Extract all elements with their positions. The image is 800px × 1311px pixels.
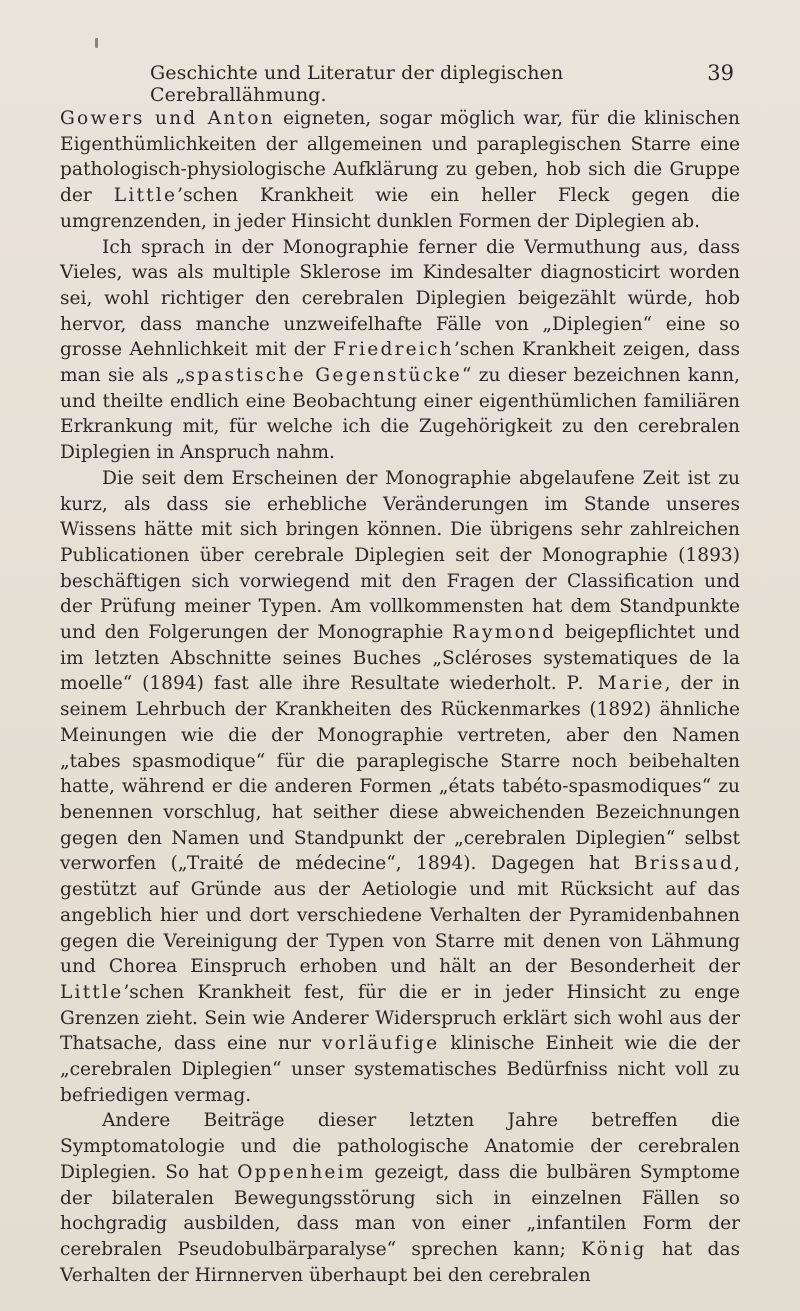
text-run: Andere Beiträge dieser letzten Jahre betreffen die Symptomatologie und die pathologische Anatomie der cerebralen Diplegien. So hat [60, 1110, 740, 1183]
text-run: , gestützt auf Gründe aus der Aetiologie und mit Rücksicht auf das angeblich hier und dort verschiedene Verhalten der Pyramidenbahnen gegen die Vereinigung der Typen von Starre mit denen von Lähmung und Chorea Einspruch erhoben und hält an der Besonderheit der [60, 853, 740, 978]
text-run: ’schen Krankheit zeigen, dass man sie als „ [60, 339, 740, 387]
paragraph-4 [60, 1108, 740, 1288]
author-name: Little [60, 981, 124, 1003]
text-run: gezeigt, dass die bulbären Symptome der bilateralen Bewegungsstörung sich in einzelnen Fällen so hochgradig ausbilden, dass man von einer „infantilen Form der cerebralen Pseudobulbärparalyse“ sprechen kann; [60, 1161, 740, 1260]
text-run: klinische Einheit wie die der „cerebralen Diplegien“ unser systematisches Bedürfniss nicht voll zu befriedigen vermag. [60, 1033, 740, 1106]
emphasis-term: vorläufige [321, 1033, 440, 1055]
text-run: hat das Verhalten der Hirnnerven überhaupt bei den cerebralen [60, 1238, 740, 1286]
paragraph-3 [60, 466, 740, 1109]
text-run: ’schen Krankheit wie ein heller Fleck gegen die umgrenzenden, in jeder Hinsicht dunklen Formen der Diplegien ab. [60, 185, 740, 232]
author-name: Friedreich [332, 339, 454, 361]
page-number: 39 [707, 61, 734, 85]
author-name: König [581, 1238, 647, 1260]
text-run: , der in seinem Lehrbuch der Krankheiten des Rückenmarkes (1892) ähnliche Meinungen wie die der Monographie vertreten, aber den Namen „tabes spasmodique“ für die paraplegische Starre noch beibehalten hatte, während er die anderen Formen „états tabéto-spasmodiques“ zu benennen vorschlug, hat seither diese abweichenden Bezeichnungen gegen den Namen und Standpunkt der „cerebralen Diplegien“ selbst verworfen („Traité de médecine“, 1894). Dagegen hat [60, 673, 740, 875]
author-name: Little [113, 185, 178, 207]
paragraph-1 [60, 106, 740, 235]
author-name: P. Marie [566, 673, 665, 695]
text-run: “ zu dieser bezeichnen kann, und theilte endlich eine Beobachtung einer eigenthümlichen familiären Erkrankung mit, für welche ich die Zugehörigkeit zu den cerebralen Diplegien in Anspruch nahm. [60, 365, 740, 464]
author-name: Brissaud [633, 853, 735, 875]
running-title: Geschichte und Literatur der diplegischen Cerebrallähmung. [150, 62, 564, 106]
author-name: Gowers und Anton [60, 108, 275, 129]
ink-mark [95, 38, 98, 48]
text-run: eigneten, sogar möglich war, für die klinischen Eigenthümlichkeiten der allgemeinen und paraplegischen Starre eine pathologisch-physiologische Aufklärung zu geben, hob sich die Gruppe der [60, 108, 740, 207]
body-text [60, 106, 740, 1288]
emphasis-term: spastische Gegenstücke [185, 365, 462, 387]
text-run: ’schen Krankheit fest, für die er in jeder Hinsicht zu enge Grenzen zieht. Sein wie Anderer Widerspruch erklärt sich wohl aus der Thatsache, dass eine nur [60, 981, 740, 1055]
author-name: Oppenheim [237, 1161, 366, 1183]
paragraph-2 [60, 235, 740, 466]
text-run: Ich sprach in der Monographie ferner die Vermuthung aus, dass Vieles, was als multiple Sklerose im Kindesalter diagnosticirt worden sei, wohl richtiger den cerebralen Diplegien beigezählt würde, hob hervor, dass manche unzweifelhafte Fälle von „Diplegien“ eine so grosse Aehnlichkeit mit der [60, 236, 740, 361]
author-name: Raymond [452, 622, 557, 644]
text-run: beigepflichtet und im letzten Abschnitte seines Buches „Scléroses systematiques de la moelle“ (1894) fast alle ihre Resultate wiederholt. [60, 622, 741, 695]
page-header [60, 61, 740, 106]
text-run: Die seit dem Erscheinen der Monographie abgelaufene Zeit ist zu kurz, als dass sie erhebliche Veränderungen im Stande unseres Wissens hätte mit sich bringen können. Die übrigens sehr zahlreichen Publicationen über cerebrale Diplegien seit der Monographie (1893) beschäftigen sich vorwiegend mit den Fragen der Classification und der Prüfung meiner Typen. Am vollkommensten hat dem Standpunkte und den Folgerungen der Monographie [60, 467, 740, 644]
